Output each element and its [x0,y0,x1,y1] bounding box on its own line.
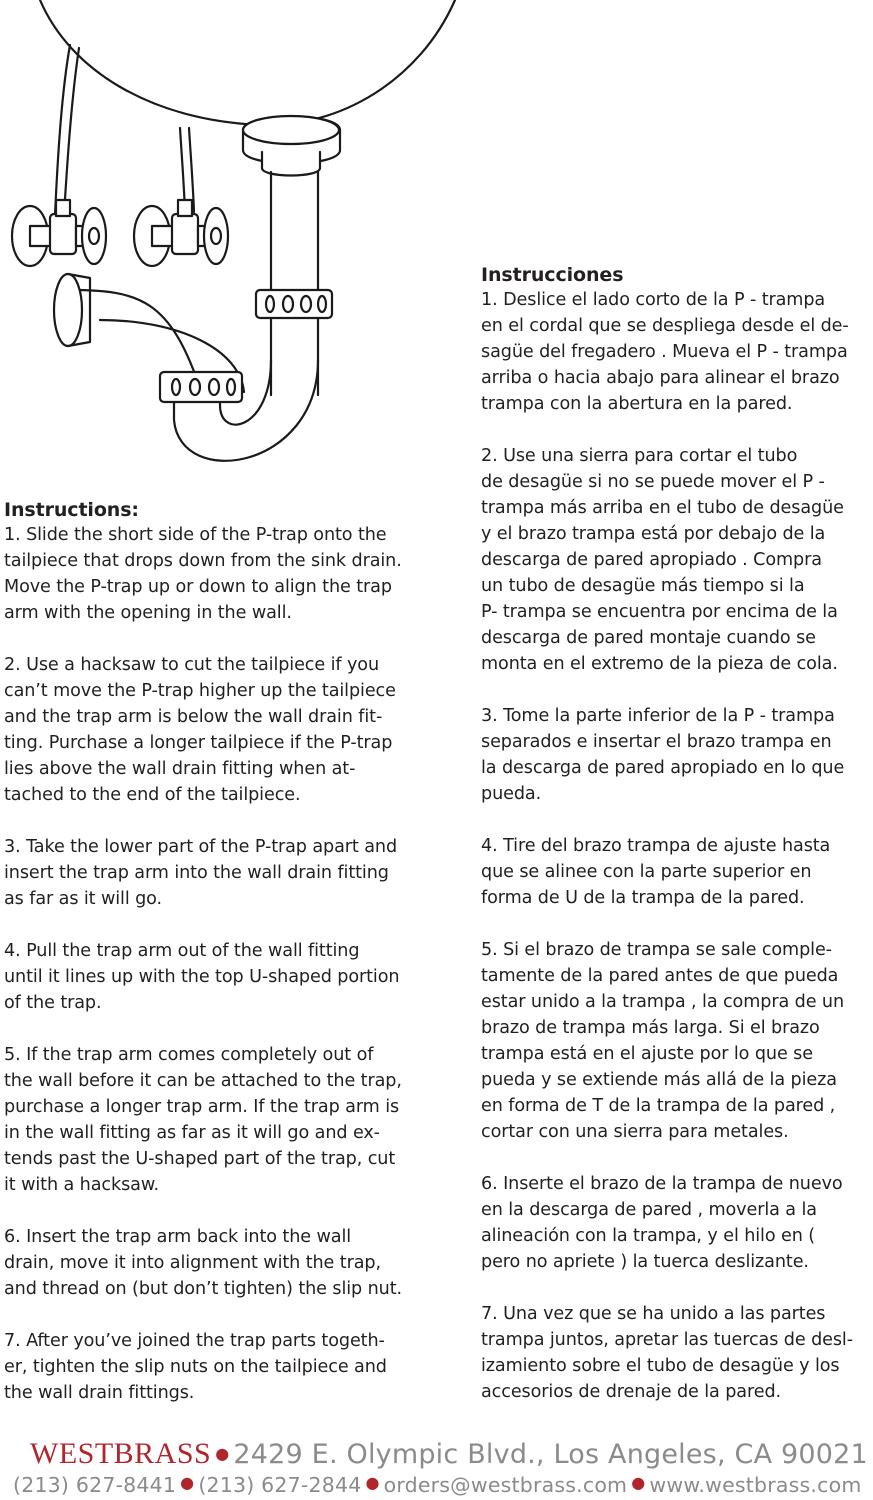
bullet-icon: ● [215,1444,230,1463]
shutoff-valve-left [12,200,106,266]
english-step-6: 6. Insert the trap arm back into the wall drain, move it into alignment with the trap, and thread on (but don’t tighten) the slip nut. [4,1227,402,1299]
supply-line-left [55,45,79,215]
english-heading: Instructions: [4,499,139,521]
english-step-3: 3. Take the lower part of the P-trap apart and insert the trap arm into the wall drain fitting as far as it will go. [4,837,398,909]
p-trap-sink-illustration [0,0,460,495]
footer-address-line [30,1437,868,1471]
company-address: 2429 E. Olympic Blvd., Los Angeles, CA 90021 [233,1439,868,1470]
shutoff-valve-right [134,200,228,266]
slip-nut-upper [256,290,332,318]
english-step-4: 4. Pull the trap arm out of the wall fitting until it lines up with the top U-shaped portion of the trap. [4,941,400,1013]
bullet-icon: ● [180,1473,195,1492]
email-address: orders@westbrass.com [383,1473,628,1497]
spanish-step-5: 5. Si el brazo de trampa se sale comple- tamente de la pared antes de que pueda estar unido a la trampa , la compra de un brazo de trampa más larga. Si el brazo trampa está en el ajuste por lo que se pueda y se extiende más allá de la pieza en forma de T de la trampa de la pared , cortar con una sierra para metales. [481,940,845,1142]
spanish-step-7: 7. Una vez que se ha unido a las partes trampa juntos, apretar las tuercas de desl- izamiento sobre el tubo de desagüe y los accesorios de drenaje de la pared. [481,1304,853,1402]
spanish-step-2: 2. Use una sierra para cortar el tubo de desagüe si no se puede mover el P - trampa más arriba en el tubo de desagüe y el brazo trampa está por debajo de la descarga de pared apropiado . Compra un tubo de desagüe más tiempo si la P- trampa se encuentra por encima de la descarga de pared montaje cuando se monta en el extremo de la pieza de cola. [481,446,844,674]
spanish-heading: Instrucciones [481,264,624,286]
english-instructions [4,497,434,1406]
website-url: www.westbrass.com [649,1473,862,1497]
sink-bowl [40,0,455,125]
footer-contact-line [13,1473,862,1497]
phone-number: (213) 627-8441 [13,1473,177,1497]
spanish-step-1: 1. Deslice el lado corto de la P - trampa en el cordal que se despliega desde el de- sagüe del fregadero . Mueva el P - trampa arriba o hacia abajo para alinear el brazo trampa con la abertura en la pared. [481,290,849,414]
english-step-5: 5. If the trap arm comes completely out of the wall before it can be attached to the trap, purchase a longer trap arm. If the trap arm is in the wall fitting as far as it will go and ex- tends past the U-shaped part of the trap, cut it with a hacksaw. [4,1045,402,1195]
english-step-7: 7. After you’ve joined the trap parts togeth- er, tighten the slip nuts on the tailpiece and the wall drain fittings. [4,1331,387,1403]
spanish-step-3: 3. Tome la parte inferior de la P - trampa separados e insertar el brazo trampa en la descarga de pared apropiado en lo que pueda. [481,706,845,804]
bullet-icon: ● [365,1473,380,1492]
spanish-instructions [481,262,866,1405]
fax-number: (213) 627-2844 [198,1473,362,1497]
spanish-step-6: 6. Inserte el brazo de la trampa de nuevo en la descarga de pared , moverla a la alineación con la trampa, y el hilo en ( pero no apriete ) la tuerca deslizante. [481,1174,843,1272]
english-step-2: 2. Use a hacksaw to cut the tailpiece if you can’t move the P-trap higher up the tailpiece and the trap arm is below the wall drain fit- ting. Purchase a longer tailpiece if the P-trap lies above the wall drain fitting when at- tached to the end of the tailpiece. [4,655,396,805]
english-step-1: 1. Slide the short side of the P-trap onto the tailpiece that drops down from the sink drain. Move the P-trap up or down to align the trap arm with the opening in the wall. [4,525,402,623]
tailpiece [271,172,318,395]
slip-nut-lower [160,372,242,402]
brand-logo: WESTBRASS [30,1437,212,1470]
wall-escutcheon [54,274,82,346]
spanish-step-4: 4. Tire del brazo trampa de ajuste hasta que se alinee con la parte superior en forma de U de la trampa de la pared. [481,836,831,908]
bullet-icon: ● [631,1473,646,1492]
